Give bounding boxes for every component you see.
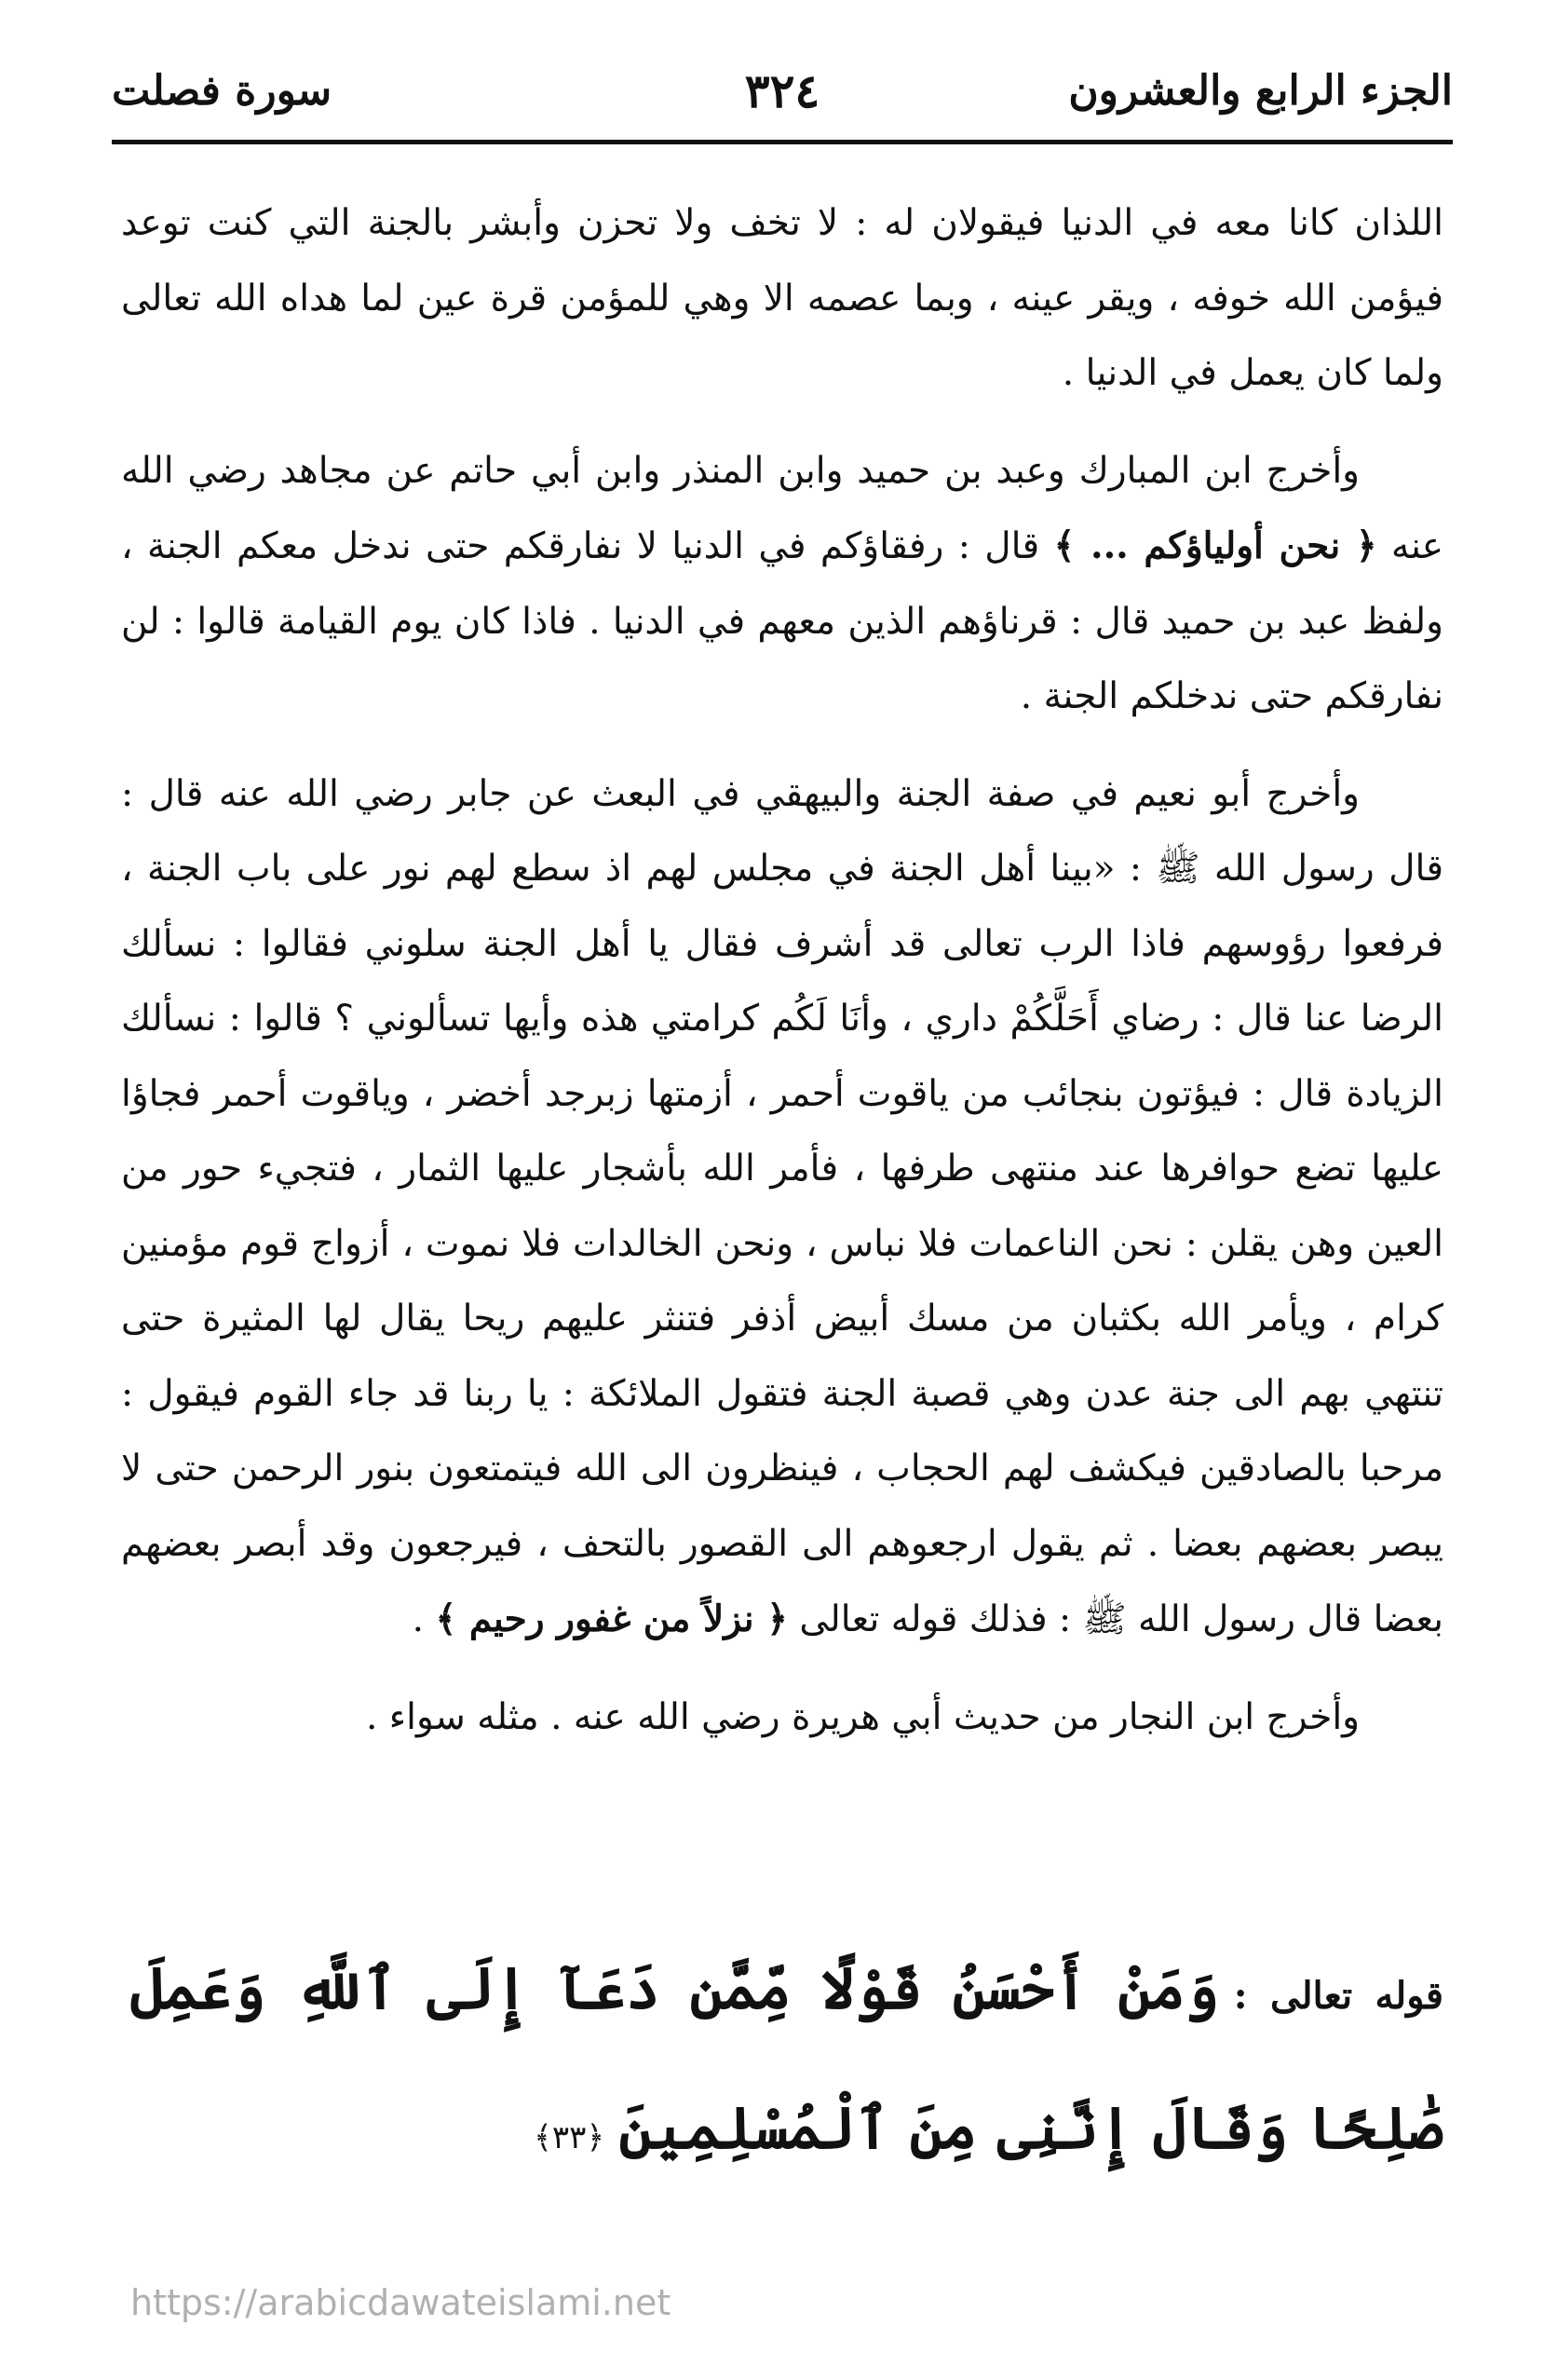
paragraph-text: اللذان كانا معه في الدنيا فيقولان له : لا تخف ولا تحزن وأبشر بالجنة التي كنت توعد فيؤمن الله خوفه ، ويقر عينه ، وبما عصمه الا وهي للمؤمن قرة عين لما هداه الله تعالى ولما كان يعمل في الدنيا .	[121, 202, 1443, 394]
paragraph-text: قال : رفقاؤكم في الدنيا لا نفارقكم حتى ندخل معكم الجنة ، ولفظ عبد بن حميد قال : قرناؤهم الذين معهم في الدنيا . فاذا كان يوم القيامة قالوا : لن نفارقكم حتى ندخلكم الجنة .	[121, 525, 1443, 717]
paragraph	[121, 186, 1443, 412]
ayah-number-mark: ﴿٣٣﴾	[533, 2119, 605, 2156]
surah-title: سورة فصلت	[112, 67, 332, 115]
quran-quote: ﴿ نحن أولياؤكم ... ﴾	[1053, 524, 1377, 567]
header-rule	[112, 140, 1453, 144]
page-number: ٣٢٤	[744, 63, 820, 118]
verse-intro: قوله تعالى :	[1233, 1974, 1443, 2018]
paragraph-text: وأخرج ابن المبارك وعبد بن حميد وابن المنذر وابن أبي حاتم عن مجاهد رضي الله عنه	[121, 449, 1443, 567]
verse-text: وَمَنْ أَحْسَنُ قَوْلًا مِّمَّن دَعَآ إِلَى ٱللَّهِ وَعَمِلَ صَٰلِحًا وَقَالَ إِنَّنِى مِنَ ٱلْمُسْلِمِينَ	[130, 1954, 1443, 2162]
paragraph	[121, 434, 1443, 735]
page-header	[112, 54, 1453, 129]
watermark: https://arabicdawateislami.net	[130, 2282, 671, 2323]
ayah-number: ٣٣	[551, 2119, 587, 2156]
paragraph-text: .	[412, 1598, 436, 1640]
paragraph	[121, 757, 1443, 1658]
paragraph	[121, 1680, 1443, 1756]
quran-quote: ﴿ نزلاً من غفور رحيم ﴾	[435, 1598, 789, 1640]
paragraph-text: وأخرج أبو نعيم في صفة الجنة والبيهقي في البعث عن جابر رضي الله عنه قال : قال رسول الله ﷺ : «بينا أهل الجنة في مجلس لهم اذ سطع لهم نور على باب الجنة ، فرفعوا رؤوسهم فاذا الرب تعالى قد أشرف فقال يا أهل الجنة سلوني فقالوا : نسألك الرضا عنا قال : رضاي أَحَلَّكُمْ داري ، وأنَا لَكُم كرامتي هذه وأيها تسألوني ؟ قالوا : نسألك الزيادة قال : فيؤتون بنجائب من ياقوت أحمر ، أزمتها زبرجد أخضر ، وياقوت أحمر فجاؤا عليها تضع حوافرها عند منتهى طرفها ، فأمر الله بأشجار عليها الثمار ، فتجيء حور من العين وهن يقلن : نحن الناعمات فلا نباس ، ونحن الخالدات فلا نموت ، أزواج قوم مؤمنين كرام ، ويأمر الله بكثبان من مسك أبيض أذفر فتنثر عليهم ريحا يقال لها المثيرة حتى تنتهي بهم الى جنة عدن وهي قصبة الجنة فتقول الملائكة : يا ربنا قد جاء القوم فيقول : مرحبا بالصادقين فيكشف لهم الحجاب ، فينظرون الى الله فيتمتعون بنور الرحمن حتى لا يبصر بعضهم بعضا . ثم يقول ارجعوهم الى القصور بالتحف ، فيرجعون وقد أبصر بعضهم بعضا قال رسول الله ﷺ : فذلك قوله تعالى	[121, 772, 1443, 1640]
juz-title: الجزء الرابع والعشرون	[1068, 67, 1453, 115]
tafsir-body	[121, 186, 1443, 1777]
quran-verse-block	[130, 1919, 1443, 2198]
paragraph-text: وأخرج ابن النجار من حديث أبي هريرة رضي الله عنه . مثله سواء .	[366, 1695, 1360, 1738]
